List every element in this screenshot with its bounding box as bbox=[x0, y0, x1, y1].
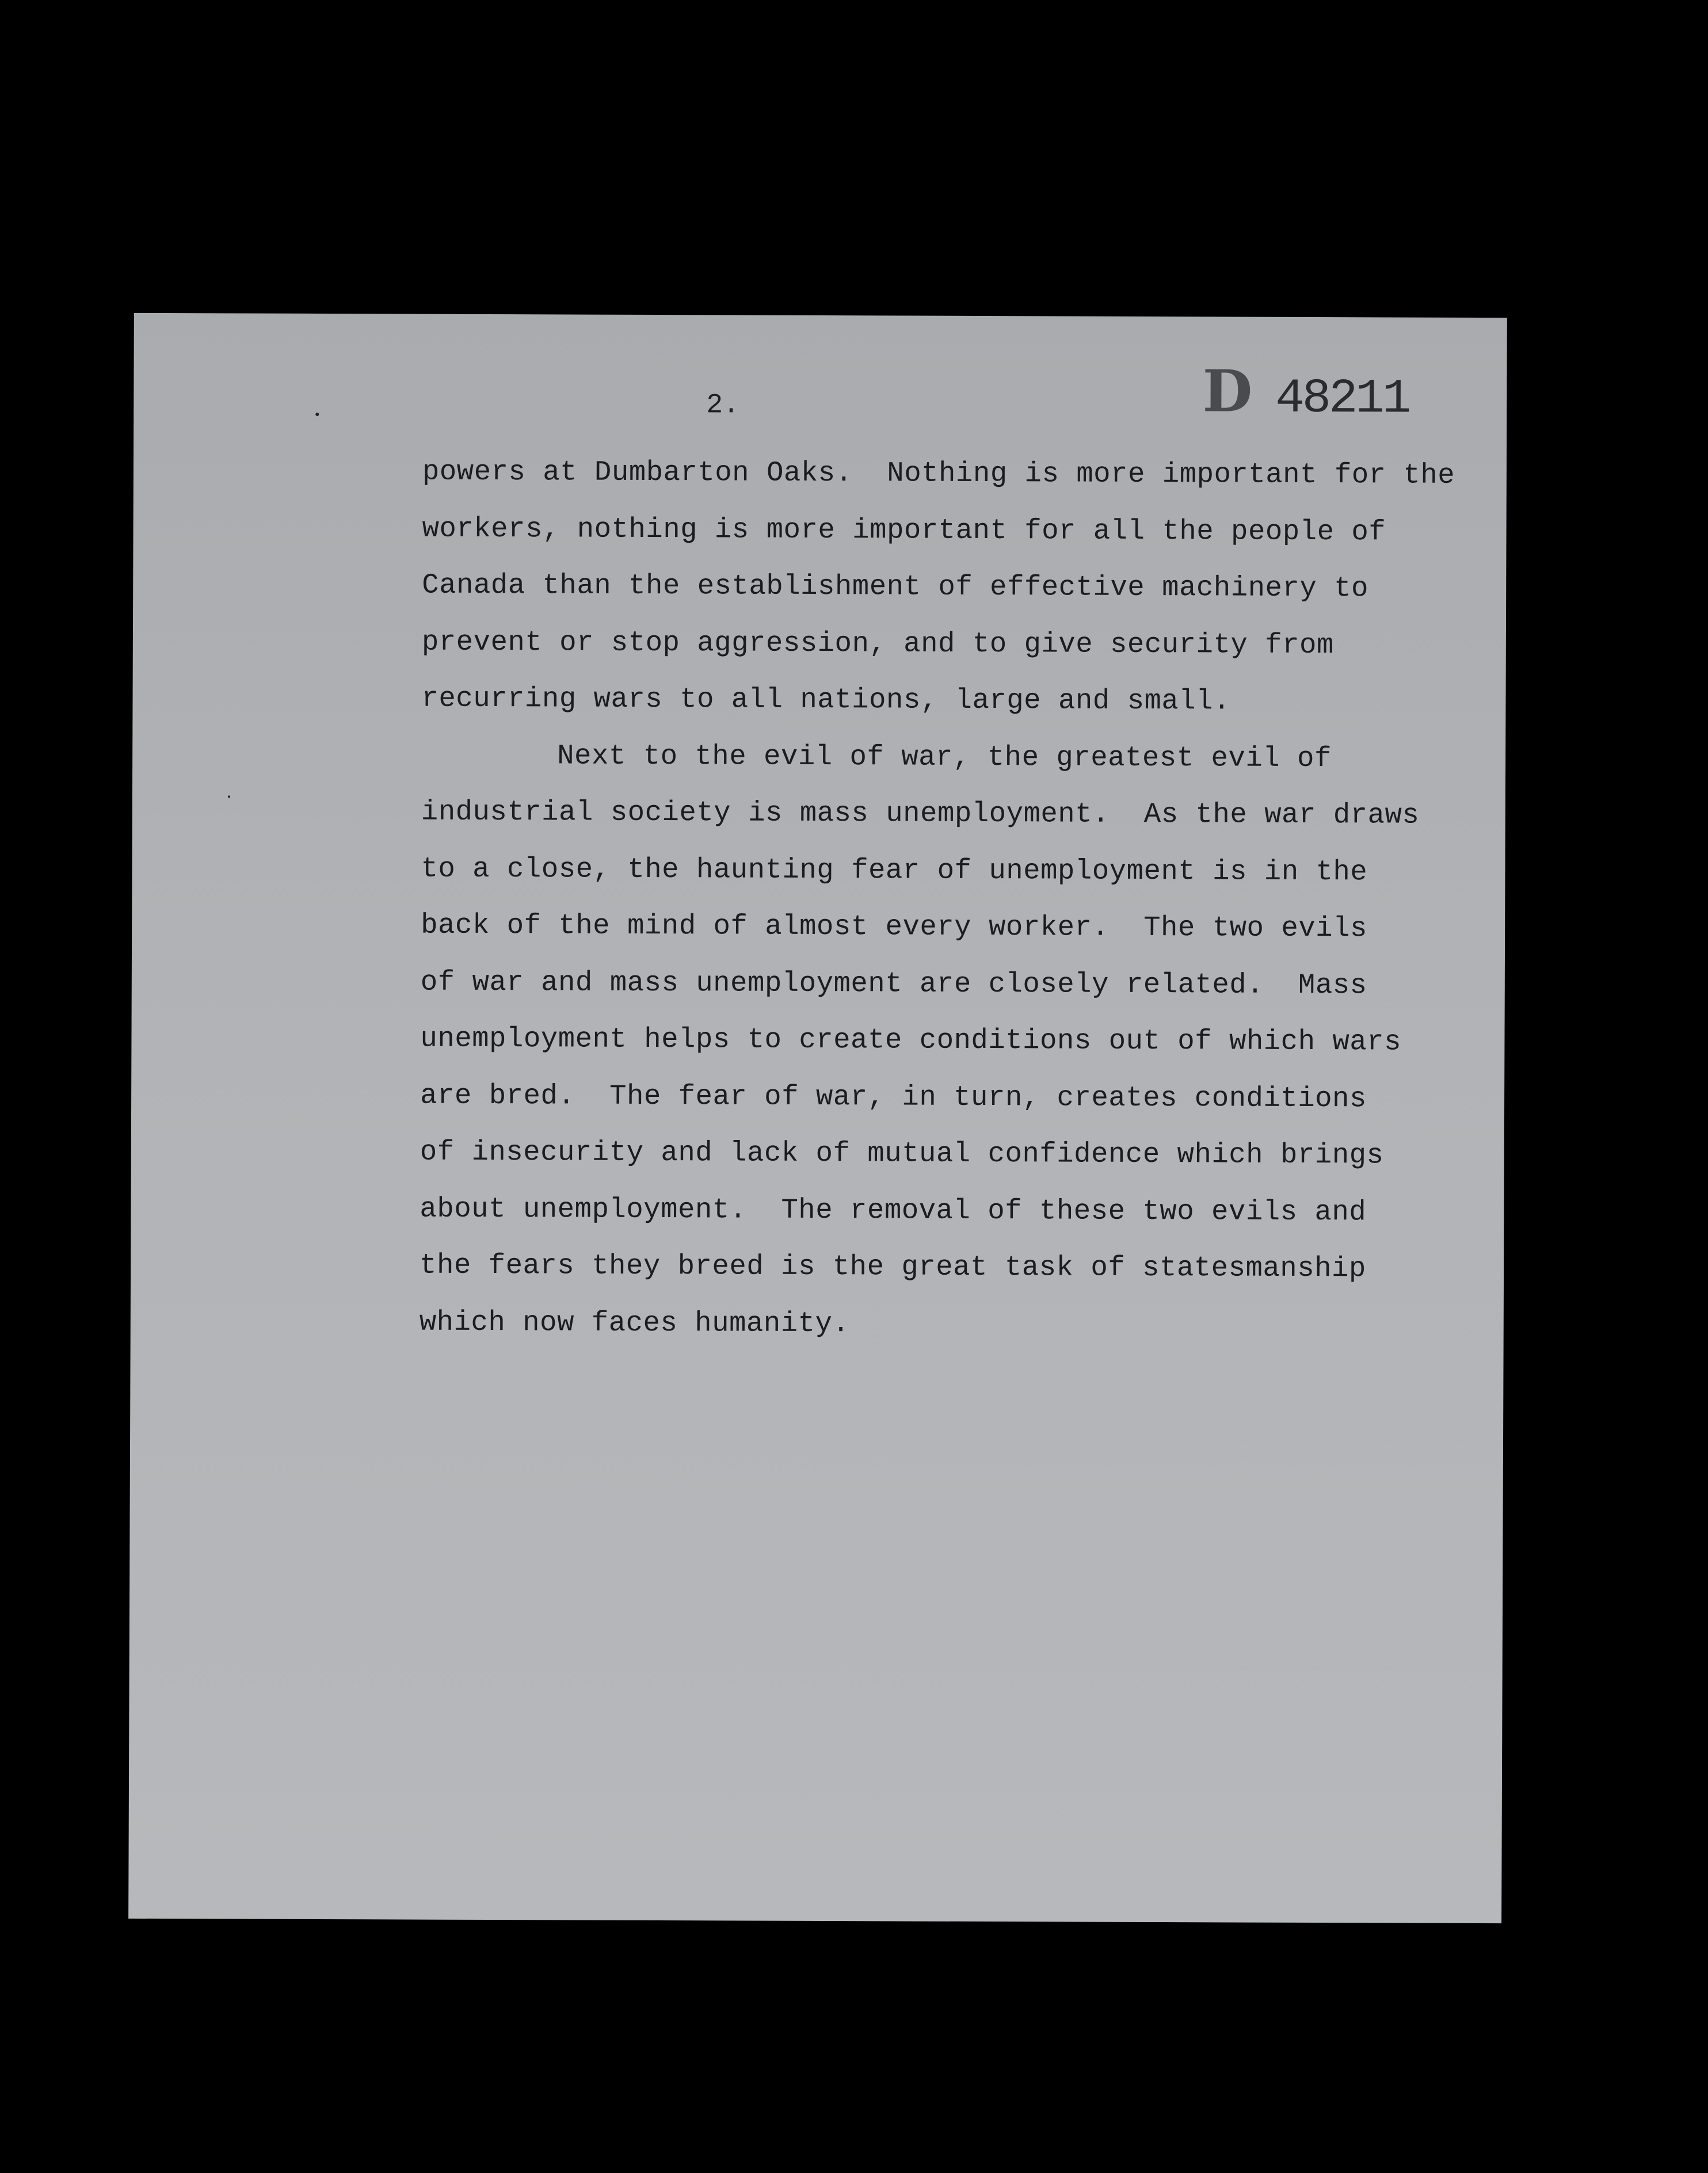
text-line: back of the mind of almost every worker. The two evils bbox=[421, 909, 1368, 945]
paper-speck bbox=[315, 413, 319, 416]
document-page bbox=[128, 313, 1507, 1923]
text-line: of insecurity and lack of mutual confidence which brings bbox=[420, 1135, 1384, 1172]
text-line: unemployment helps to create conditions out of which wars bbox=[420, 1022, 1402, 1058]
text-line: powers at Dumbarton Oaks. Nothing is more important for the bbox=[422, 455, 1455, 491]
text-line: are bred. The fear of war, in turn, creates conditions bbox=[420, 1079, 1367, 1115]
text-line: which now faces humanity. bbox=[419, 1306, 850, 1340]
text-line: prevent or stop aggression, and to give security from bbox=[421, 626, 1334, 661]
paragraph-1 bbox=[421, 444, 1470, 731]
text-line: industrial society is mass unemployment. As the war draws bbox=[421, 795, 1420, 832]
stamp-letter: D bbox=[1202, 357, 1253, 425]
text-line: recurring wars to all nations, large and small. bbox=[421, 682, 1231, 718]
stamp-number: 48211 bbox=[1275, 371, 1409, 427]
body-text bbox=[420, 444, 1470, 1354]
text-line: Next to the evil of war, the greatest evil of bbox=[557, 739, 1332, 775]
paragraph-2 bbox=[420, 727, 1469, 1354]
document-id-stamp bbox=[1202, 357, 1409, 426]
text-line: the fears they breed is the great task of statesmanship bbox=[420, 1249, 1366, 1285]
text-line: Canada than the establishment of effective machinery to bbox=[422, 569, 1369, 605]
text-line: workers, nothing is more important for all the people of bbox=[422, 512, 1386, 548]
text-line: of war and mass unemployment are closely related. Mass bbox=[420, 966, 1367, 1001]
paper-speck bbox=[228, 795, 230, 798]
page-number: 2. bbox=[706, 390, 740, 421]
text-line: about unemployment. The removal of these two evils and bbox=[420, 1192, 1367, 1228]
text-line: to a close, the haunting fear of unemployment is in the bbox=[421, 852, 1368, 888]
